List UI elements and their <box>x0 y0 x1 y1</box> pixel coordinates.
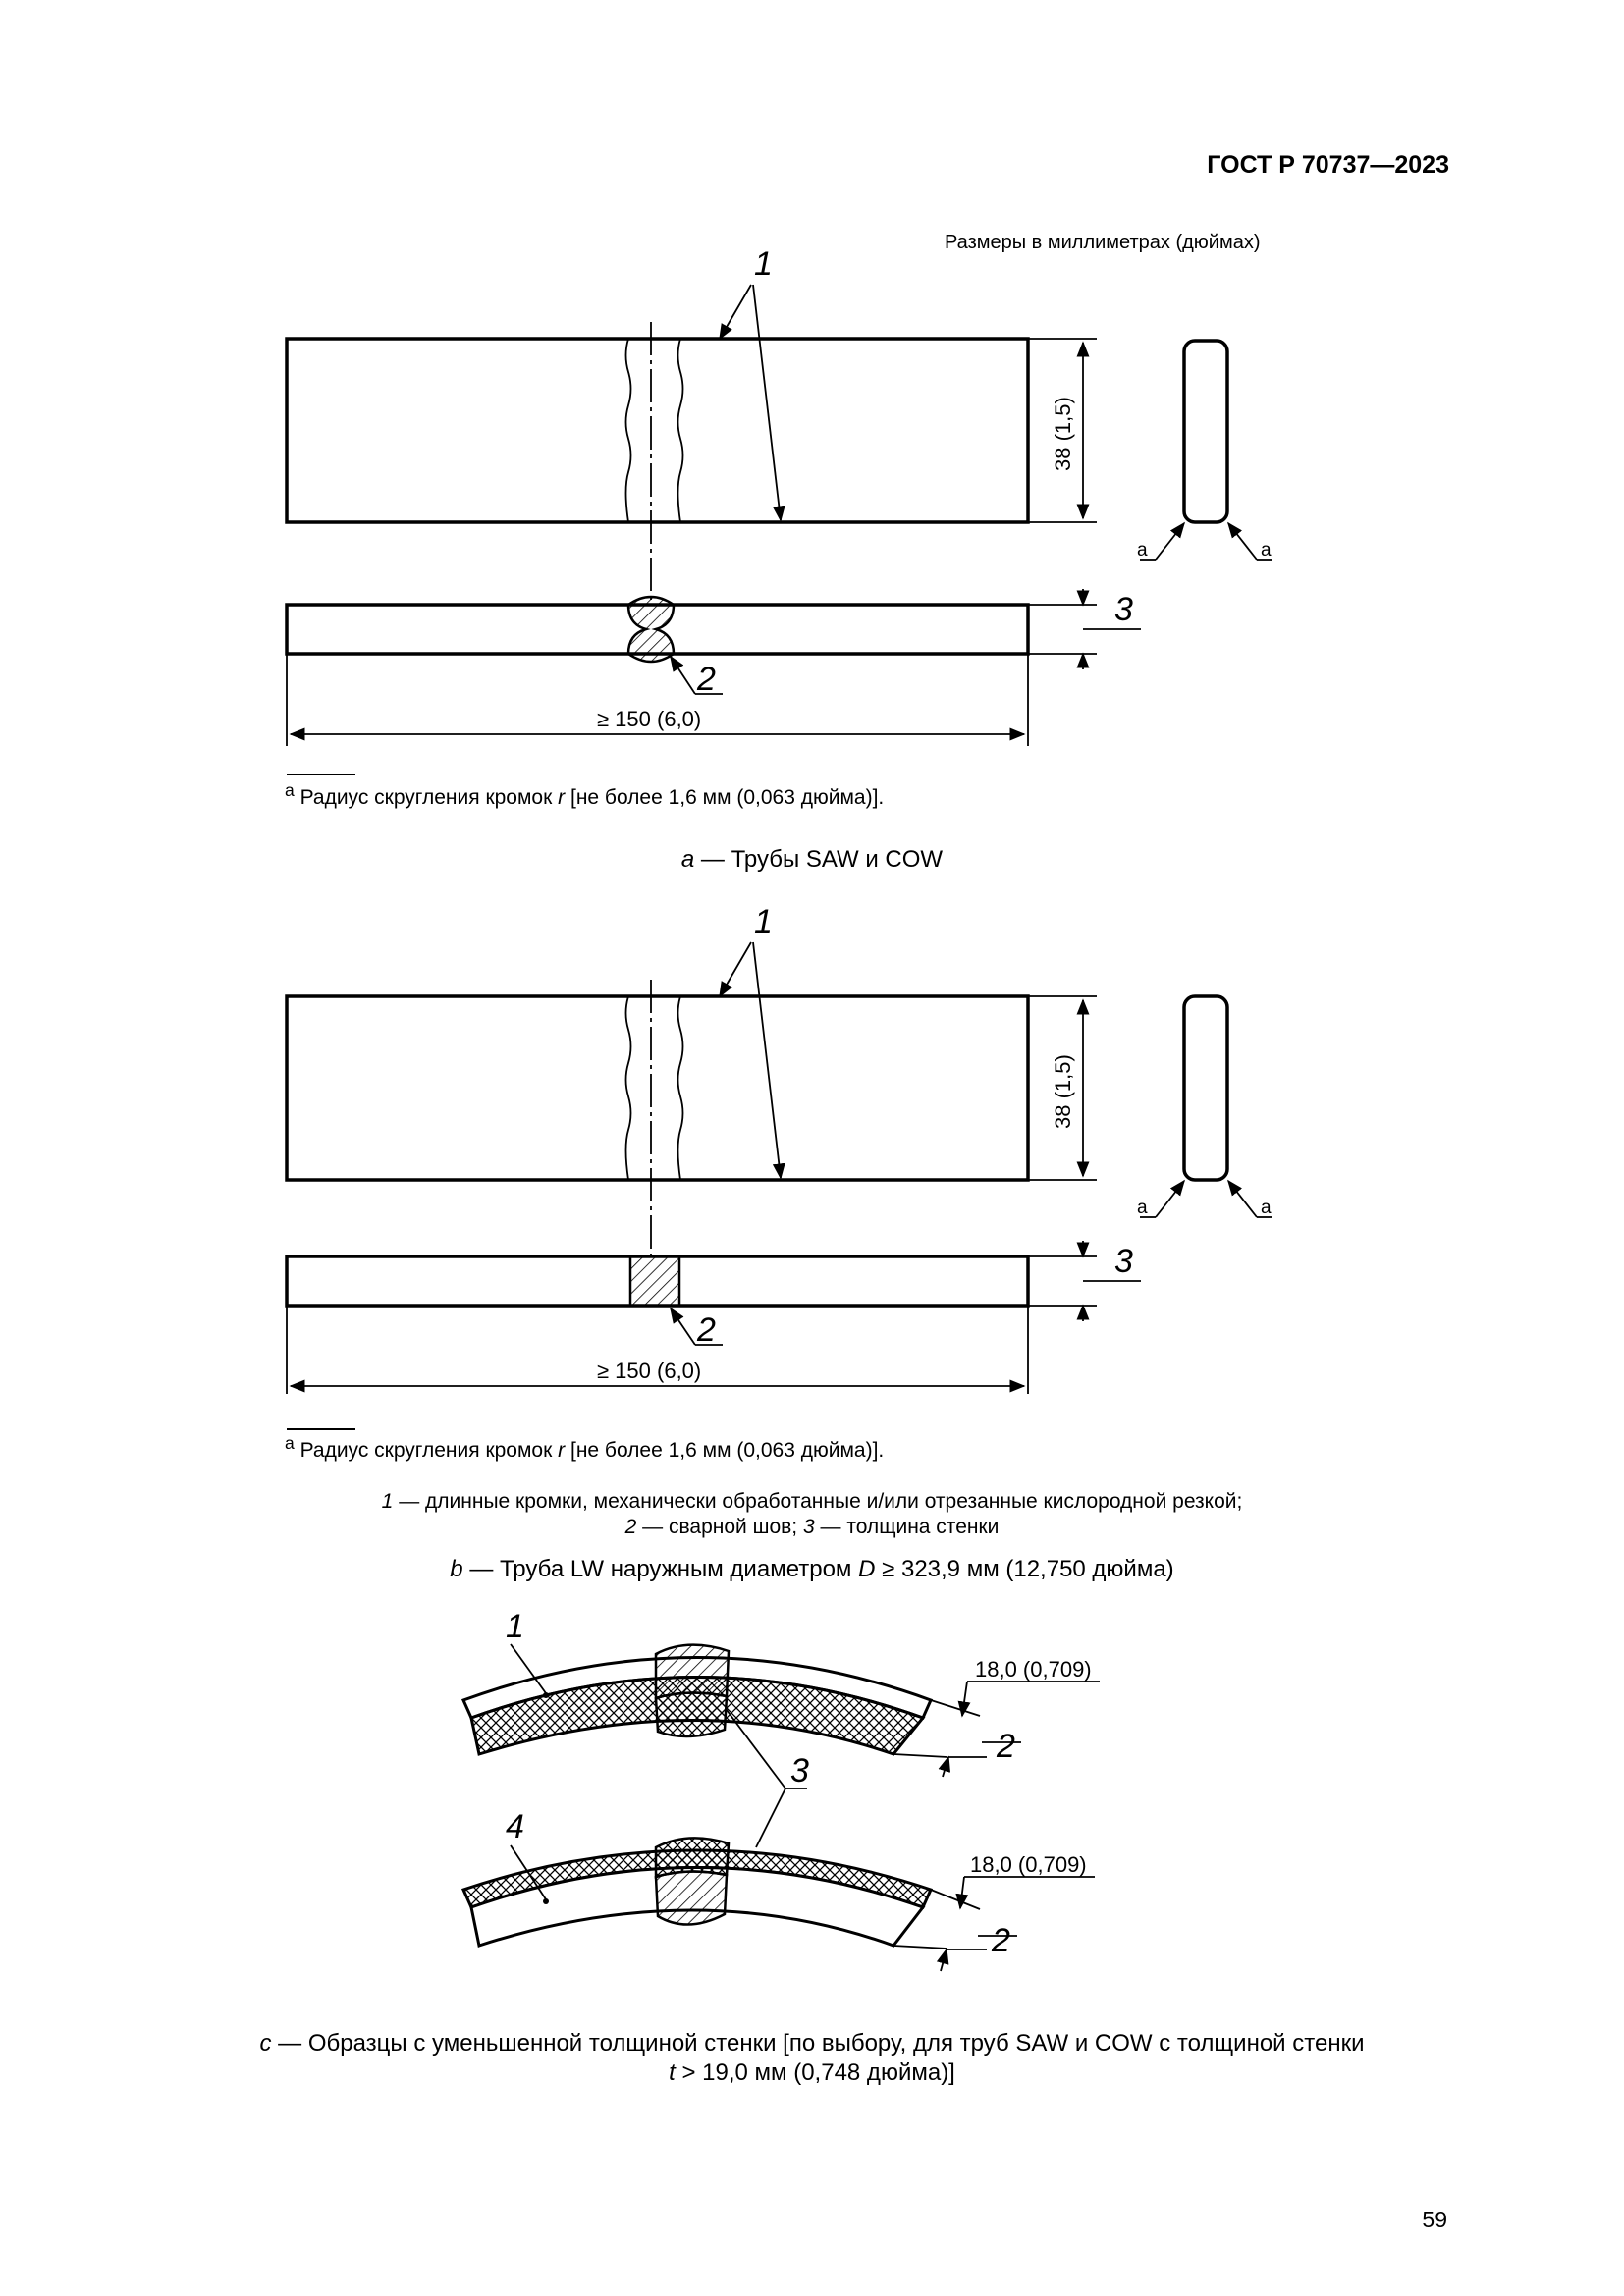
fig-b-edge-mark-left: a <box>1137 1198 1148 1218</box>
legend-text-2: — сварной шов; <box>642 1516 798 1538</box>
fig-b-legend-line-2 <box>0 1516 1624 1539</box>
fig-b-label-2: 2 <box>697 1311 716 1349</box>
fig-c-caption-text-1: — Образцы с уменьшенной толщиной стенки [по выбору, для труб SAW и COW с толщиной стенки <box>278 2030 1365 2056</box>
legend-text-3: — толщина стенки <box>820 1516 1000 1538</box>
fig-b-edge-mark-right: a <box>1261 1198 1272 1218</box>
fig-a-footnote-text: Радиус скругления кромок <box>299 786 553 809</box>
figure-b-drawing <box>0 893 1624 1404</box>
units-note: Размеры в миллиметрах (дюймах) <box>945 232 1261 253</box>
fig-b-caption-letter: b <box>450 1556 463 1582</box>
fig-b-caption-var: D <box>858 1556 876 1582</box>
fig-a-footnote-var: r <box>558 786 566 809</box>
fig-b-weld-profile <box>630 1256 679 1306</box>
fig-a-weld-line-left <box>626 339 631 522</box>
fig-b-caption-text: — Труба LW наружным диаметром <box>469 1556 852 1582</box>
fig-b-dim-width: 38 (1,5) <box>1051 1054 1075 1129</box>
fig-a-footnote <box>285 780 884 810</box>
page-number: 59 <box>1422 2207 1447 2232</box>
fig-a-label-3: 3 <box>1114 591 1133 628</box>
fig-b-footnote <box>285 1433 884 1463</box>
fig-c-top-weld-cross <box>656 1692 727 1736</box>
fig-a-label-1: 1 <box>754 245 773 283</box>
fig-b-footnote-mark: a <box>285 1433 295 1453</box>
fig-b-footnote-tail: [не более 1,6 мм (0,063 дюйма)]. <box>569 1439 885 1462</box>
fig-c-label-3: 3 <box>790 1752 809 1789</box>
fig-a-caption <box>0 846 1624 874</box>
fig-a-label-2: 2 <box>697 661 716 698</box>
fig-c-bottom-weld-hatched <box>656 1871 727 1924</box>
fig-c-label-2-bottom: 2 <box>992 1922 1010 1959</box>
fig-a-footnote-mark: a <box>285 780 295 800</box>
fig-c-label-2-top: 2 <box>997 1728 1015 1765</box>
fig-a-edge-mark-right: a <box>1261 540 1272 561</box>
fig-b-footnote-text: Радиус скругления кромок <box>299 1439 553 1462</box>
fig-c-top-weld-hatched <box>656 1645 729 1698</box>
fig-a-caption-letter: a <box>680 846 695 873</box>
fig-a-weld-line-right <box>678 339 683 522</box>
legend-num-2: 2 <box>624 1516 637 1538</box>
standard-header: ГОСТ Р 70737—2023 <box>1207 151 1449 179</box>
figure-a-drawing <box>0 236 1624 756</box>
fig-a-caption-text: — Трубы SAW и COW <box>700 846 944 873</box>
legend-text-1: — длинные кромки, механически обработанные и/или отрезанные кислородной резкой; <box>399 1490 1243 1513</box>
fig-b-label-3: 3 <box>1114 1243 1133 1280</box>
legend-num-3: 3 <box>802 1516 815 1538</box>
fig-a-edge-mark-left: a <box>1137 540 1148 561</box>
fig-a-footnote-tail: [не более 1,6 мм (0,063 дюйма)]. <box>569 786 885 809</box>
fig-c-caption-var: t <box>669 2059 676 2086</box>
figure-c-drawing <box>0 1600 1624 2002</box>
fig-b-label-1: 1 <box>754 903 773 940</box>
fig-c-dim-top: 18,0 (0,709) <box>975 1657 1092 1682</box>
fig-c-label-1: 1 <box>506 1608 524 1645</box>
fig-b-top-view <box>287 996 1028 1180</box>
fig-c-label-4: 4 <box>506 1808 524 1845</box>
fig-b-edge-profile <box>1184 996 1227 1180</box>
fig-b-caption-tail: ≥ 323,9 мм (12,750 дюйма) <box>882 1556 1174 1582</box>
fig-c-dim-bottom: 18,0 (0,709) <box>970 1852 1087 1877</box>
fig-a-dim-length: ≥ 150 (6,0) <box>597 707 702 731</box>
fig-a-weld-profile <box>628 597 674 662</box>
fig-a-top-view <box>287 339 1028 522</box>
fig-c-caption-line-1 <box>0 2030 1624 2057</box>
fig-b-footnote-var: r <box>558 1439 566 1462</box>
fig-b-legend-line-1 <box>0 1490 1624 1514</box>
fig-c-caption-text-2: > 19,0 мм (0,748 дюйма)] <box>681 2059 955 2086</box>
fig-a-dim-width: 38 (1,5) <box>1051 397 1075 471</box>
fig-b-caption <box>0 1556 1624 1583</box>
fig-c-caption-letter: c <box>259 2030 272 2056</box>
fig-b-dim-length: ≥ 150 (6,0) <box>597 1359 702 1383</box>
fig-b-weld-line-right <box>678 996 683 1180</box>
fig-b-weld-line-left <box>626 996 631 1180</box>
fig-c-caption-line-2 <box>0 2059 1624 2087</box>
fig-a-edge-profile <box>1184 341 1227 522</box>
legend-num-1: 1 <box>381 1490 394 1513</box>
